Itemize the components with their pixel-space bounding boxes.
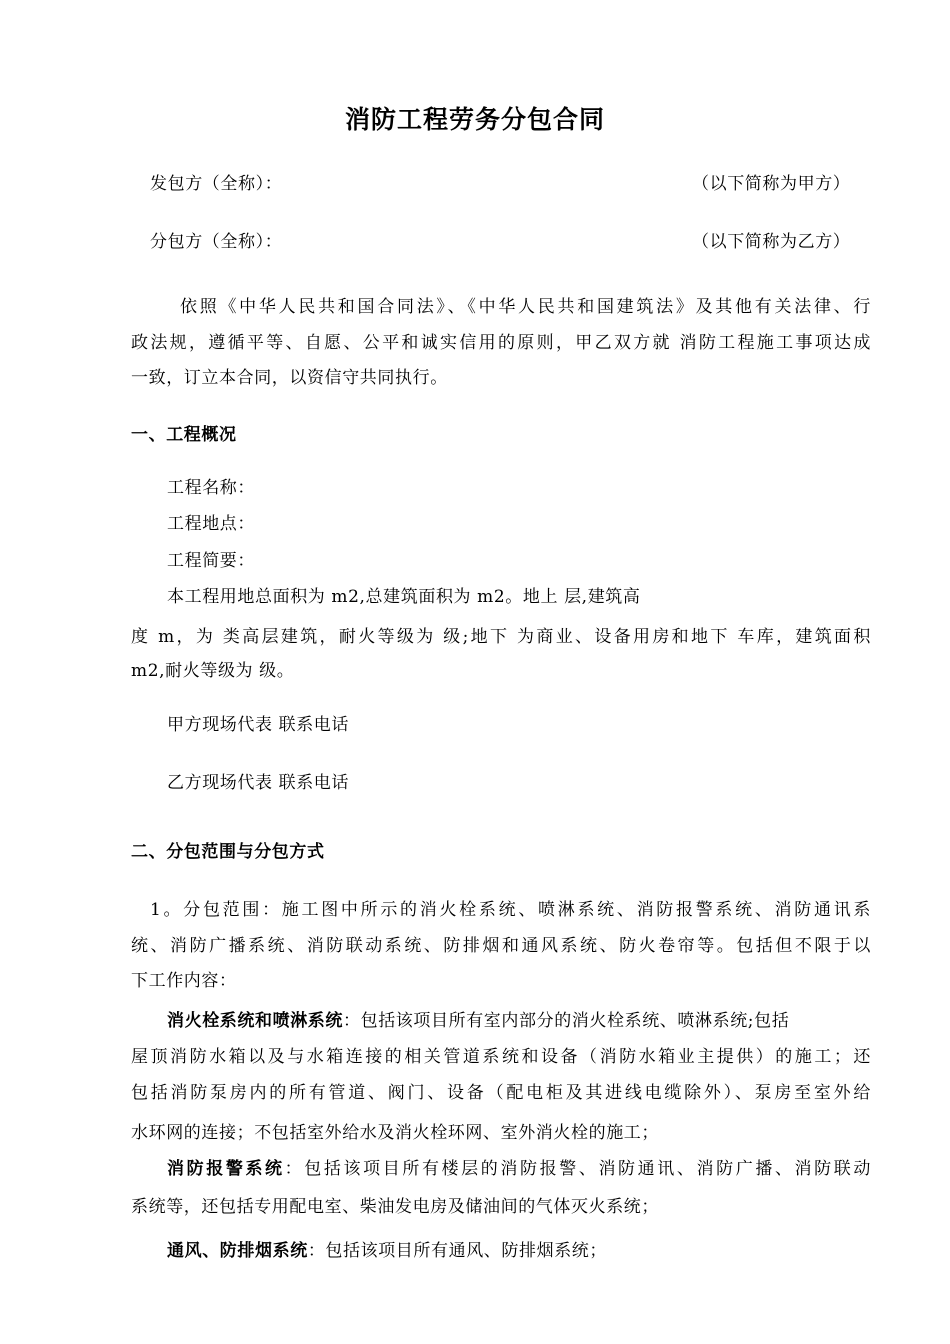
scope-line: 下工作内容： [131,971,237,991]
project-location-field: 工程地点： [167,514,255,534]
hydrant-system-label: 消火栓系统和喷淋系统 [167,1011,343,1031]
alarm-system-label: 消防报警系统 [167,1159,285,1179]
subcontractor-label: 分包方（全称）： [150,232,283,252]
hydrant-line: 包括消防泵房内的所有管道、阀门、设备（配电柜及其进线电缆除外）、泵房至室外给 [131,1083,871,1103]
preamble-line: 政法规，遵循平等、自愿、公平和诚实信用的原则，甲乙双方就 消防工程施工事项达成 [131,333,871,353]
area-line: 度 m，为 类高层建筑，耐火等级为 级;地下 为商业、设备用房和地下 车库，建筑面积 [131,627,871,647]
area-line: 本工程用地总面积为 m2,总建筑面积为 m2。地上 层,建筑高 [167,587,641,607]
smoke-line [167,1240,607,1262]
hydrant-line-text: ：包括该项目所有室内部分的消火栓系统、喷淋系统;包括 [343,1011,790,1031]
party-a-representative: 甲方现场代表 联系电话 [167,715,350,735]
alarm-line [167,1152,871,1188]
hydrant-line: 屋顶消防水箱以及与水箱连接的相关管道系统和设备（消防水箱业主提供）的施工；还 [131,1047,871,1067]
smoke-system-label: 通风、防排烟系统 [167,1241,308,1261]
subcontractor-note: （以下简称为乙方） [692,232,851,252]
document-title: 消防工程劳务分包合同 [344,105,605,134]
smoke-line-text: ：包括该项目所有通风、防排烟系统； [307,1241,608,1261]
alarm-line: 系统等，还包括专用配电室、柴油发电房及储油间的气体灭火系统； [131,1197,659,1217]
preamble-line: 一致，订立本合同，以资信守共同执行。 [131,368,448,388]
project-name-field: 工程名称： [167,478,255,498]
scope-line: 1。分包范围：施工图中所示的消火栓系统、喷淋系统、消防报警系统、消防通讯系 [150,900,871,920]
hydrant-line [167,1004,850,1040]
section-heading-scope: 二、分包范围与分包方式 [131,842,325,862]
scope-line: 统、消防广播系统、消防联动系统、防排烟和通风系统、防火卷帘等。包括但不限于以 [131,936,871,956]
contractor-note: （以下简称为甲方） [692,174,851,194]
alarm-line-text: ：包括该项目所有楼层的消防报警、消防通讯、消防广播、消防联动 [284,1159,871,1179]
contractor-label: 发包方（全称）： [150,174,283,194]
project-summary-field: 工程简要： [167,551,255,571]
party-b-representative: 乙方现场代表 联系电话 [167,773,350,793]
area-line: m2,耐火等级为 级。 [131,661,295,681]
section-heading-overview: 一、工程概况 [131,425,237,445]
hydrant-line: 水环网的连接；不包括室外给水及消火栓环网、室外消火栓的施工； [131,1123,659,1143]
preamble-line: 依照《中华人民共和国合同法》、《中华人民共和国建筑法》及其他有关法律、行 [180,297,871,317]
